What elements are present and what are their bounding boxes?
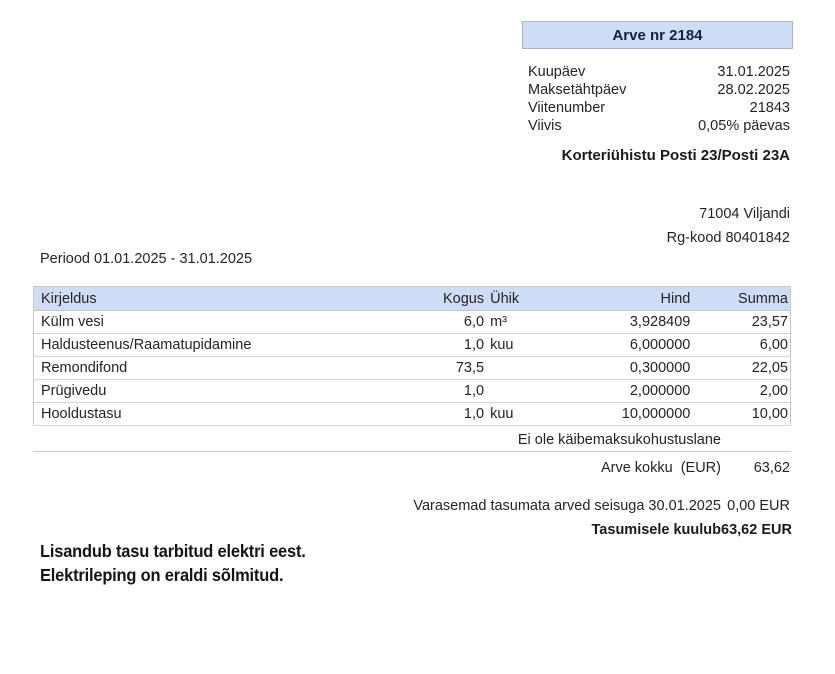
cell-unit: kuu [490, 337, 514, 353]
amount-due-row [33, 520, 791, 540]
cell-price: 2,000000 [629, 383, 691, 399]
amount-due-value: 63,62 EUR [721, 522, 792, 538]
cell-description: Haldusteenus/Raamatupidamine [41, 337, 252, 353]
column-header-unit: Ühik [490, 290, 520, 307]
meta-row-due-date [528, 81, 790, 99]
cell-price: 6,000000 [629, 337, 691, 353]
cell-unit: kuu [490, 406, 514, 422]
vat-note: Ei ole käibemaksukohustuslane [33, 429, 791, 452]
cell-quantity: 1,0 [463, 406, 485, 422]
column-header-amount: Summa [738, 290, 788, 307]
cell-quantity: 1,0 [463, 337, 485, 353]
cell-price: 10,000000 [621, 406, 691, 422]
recipient-name: Korteriühistu Posti 23/Posti 23A [561, 147, 790, 164]
cell-unit [484, 380, 564, 403]
meta-value: 0,05% päevas [698, 118, 790, 134]
previous-balance-label: Varasemad tasumata arved seisuga 30.01.2025 [413, 498, 721, 514]
cell-amount: 2,00 [759, 383, 788, 399]
previous-balance-row [33, 496, 791, 516]
cell-price: 0,300000 [629, 360, 691, 376]
meta-value: 21843 [749, 100, 790, 116]
cell-price: 3,928409 [629, 314, 691, 330]
cell-quantity: 6,0 [463, 314, 485, 330]
cell-amount: 10,00 [751, 406, 788, 422]
invoice-total-label: Arve kokku (EUR) [600, 460, 721, 476]
table-row [34, 357, 791, 380]
column-header-price: Hind [660, 290, 691, 307]
amount-due-label: Tasumisele kuulub [591, 522, 721, 538]
meta-label: Viivis [528, 118, 562, 134]
cell-description: Hooldustasu [41, 406, 122, 422]
items-table-container [33, 286, 791, 426]
meta-value: 31.01.2025 [717, 64, 790, 80]
previous-balance-value: 0,00 EUR [727, 498, 790, 514]
meta-value: 28.02.2025 [717, 82, 790, 98]
meta-row-reference-number [528, 99, 790, 117]
table-row [34, 380, 791, 403]
meta-label: Viitenumber [528, 100, 606, 116]
table-row [34, 403, 791, 426]
column-header-description: Kirjeldus [41, 290, 97, 307]
recipient-city: 71004 Viljandi [699, 206, 790, 222]
items-table [33, 286, 791, 426]
cell-description: Külm vesi [41, 314, 104, 330]
column-header-quantity: Kogus [442, 290, 485, 307]
cell-quantity: 1,0 [463, 383, 485, 399]
recipient-reg-code: Rg-kood 80401842 [666, 230, 790, 246]
cell-description: Remondifond [41, 360, 128, 376]
meta-label: Kuupäev [528, 64, 586, 80]
cell-amount: 23,57 [751, 314, 788, 330]
electricity-note [40, 539, 306, 587]
invoice-title: Arve nr 2184 [612, 26, 703, 44]
invoice-meta [528, 63, 790, 135]
table-header-row [34, 287, 791, 311]
invoice-total-value: 63,62 [753, 460, 790, 476]
invoice-total-row [33, 458, 791, 478]
table-row [34, 311, 791, 334]
cell-quantity: 73,5 [455, 360, 485, 376]
electricity-note-line2: Elektrileping on eraldi sõlmitud. [40, 565, 284, 585]
cell-unit: m³ [490, 314, 508, 330]
meta-label: Maksetähtpäev [528, 82, 627, 98]
cell-description: Prügivedu [41, 383, 107, 399]
cell-amount: 6,00 [759, 337, 788, 353]
table-row [34, 334, 791, 357]
meta-row-date [528, 63, 790, 81]
meta-row-penalty-rate [528, 117, 790, 135]
cell-amount: 22,05 [751, 360, 788, 376]
billing-period: Periood 01.01.2025 - 31.01.2025 [40, 251, 253, 267]
electricity-note-line1: Lisandub tasu tarbitud elektri eest. [40, 541, 306, 561]
cell-unit [484, 357, 564, 380]
invoice-number-box [522, 21, 793, 49]
